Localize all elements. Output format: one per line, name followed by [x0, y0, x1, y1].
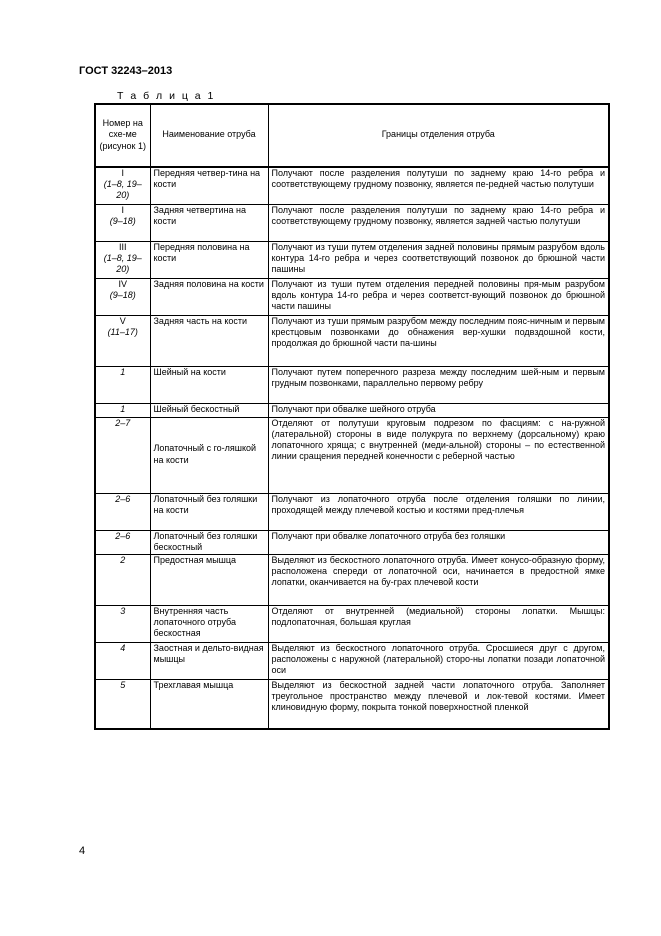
cell-bounds: Выделяют из бескостного лопаточного отруба. Имеет конусо-образную форму, расположена спереди от лопаточной оси, начинается в предостной ямке лопатки, оканчивается на бу-грах плечевой кости	[268, 554, 609, 605]
cut-number: 1	[120, 366, 126, 377]
cell-number	[95, 642, 150, 679]
figure-ref: (1–8, 19–20)	[103, 252, 142, 274]
cell-cut-name: Шейный на кости	[150, 366, 268, 403]
figure-ref: (9–18)	[109, 289, 136, 300]
table-row	[95, 366, 609, 403]
cell-number	[95, 366, 150, 403]
cut-number: 1	[120, 403, 126, 414]
cell-bounds: Получают путем поперечного разреза между последним шей-ным и первым грудным позвонками, параллельно первому ребру	[268, 366, 609, 403]
figure-ref: (1–8, 19–20)	[103, 179, 142, 201]
cut-number: 5	[120, 679, 126, 690]
cell-bounds: Отделяют от полутуши круговым подрезом по фасциям: с на-ружной (латеральной) стороны в виде полукруга по верхнему (дорсальному) краю лопаточного хряща; с внутренней (меди-альной) стороны – по естественной линии сращения передней конечности с реберной частью	[268, 417, 609, 493]
cut-number: I	[121, 168, 124, 178]
cell-number	[95, 493, 150, 530]
cell-bounds: Получают при обвалке шейного отруба	[268, 403, 609, 417]
cell-bounds: Получают из лопаточного отруба после отделения голяшки по линии, проходящей между плечевой костью и костями пред-плечья	[268, 493, 609, 530]
cell-number	[95, 167, 150, 204]
document-code: ГОСТ 32243–2013	[79, 65, 173, 77]
cell-bounds: Отделяют от внутренней (медиальной) стороны лопатки. Мышцы: подлопаточная, большая круглая	[268, 605, 609, 642]
table-row	[95, 530, 609, 554]
cell-bounds: Получают после разделения полутуши по заднему краю 14-го ребра и соответствующему грудному позвонку, является пе-редней частью полутуши	[268, 167, 609, 204]
cell-cut-name: Лопаточный без голяшки на кости	[150, 493, 268, 530]
figure-ref: (11–17)	[107, 326, 138, 337]
cell-bounds: Получают после разделения полутуши по заднему краю 14-го ребра и соответствующему грудному позвонку, является задней частью полутуши	[268, 204, 609, 241]
cut-number: I	[121, 204, 124, 215]
table-row	[95, 554, 609, 605]
cut-number: 2–7	[115, 417, 131, 428]
page-number: 4	[79, 845, 86, 857]
cut-number: V	[119, 315, 126, 326]
cell-cut-name: Передняя половина на кости	[150, 241, 268, 278]
table-row	[95, 204, 609, 241]
cell-cut-name: Трехглавая мышца	[150, 679, 268, 729]
cell-cut-name: Предостная мышца	[150, 554, 268, 605]
cut-number: 2–6	[115, 493, 131, 504]
cell-bounds: Выделяют из бескостного лопаточного отруба. Сросшиеся друг с другом, расположены с наружной (латеральной) сторо-ны лопатки позади лопаточной оси	[268, 642, 609, 679]
cut-number: 2–6	[115, 530, 131, 541]
cell-number	[95, 530, 150, 554]
cell-number	[95, 417, 150, 493]
table-row	[95, 167, 609, 204]
cut-number: IV	[118, 278, 127, 289]
cuts-table	[94, 103, 610, 730]
cell-number	[95, 679, 150, 729]
cell-cut-name: Задняя четвертина на кости	[150, 204, 268, 241]
cell-cut-name: Шейный бескостный	[150, 403, 268, 417]
cell-number	[95, 315, 150, 366]
cell-number	[95, 241, 150, 278]
table-row	[95, 417, 609, 493]
cell-number	[95, 605, 150, 642]
column-header-bounds: Границы отделения отруба	[268, 104, 609, 167]
cut-number: III	[118, 241, 127, 252]
table-row	[95, 241, 609, 278]
cell-bounds: Выделяют из бескостной задней части лопаточного отруба. Заполняет треугольное пространство между плечевой и лок-тевой костями. Имеет клиновидную форму, покрыта тонкой поверхностной пленкой	[268, 679, 609, 729]
figure-ref: (9–18)	[109, 215, 136, 226]
cell-cut-name: Задняя половина на кости	[150, 278, 268, 315]
table-row	[95, 403, 609, 417]
table-row	[95, 315, 609, 366]
cell-cut-name: Лопаточный с го-ляшкой на кости	[150, 417, 268, 493]
cell-number	[95, 278, 150, 315]
table-row	[95, 679, 609, 729]
cell-bounds: Получают из туши путем отделения задней половины прямым разрубом вдоль контура 14-го ребра и через соответствующий позвонок до брюшной части пашины	[268, 241, 609, 278]
table-row	[95, 642, 609, 679]
cut-number: 3	[120, 605, 126, 616]
cell-cut-name: Задняя часть на кости	[150, 315, 268, 366]
column-header-name: Наименование отруба	[150, 104, 268, 167]
cell-cut-name: Передняя четвер-тина на кости	[150, 167, 268, 204]
table-row	[95, 605, 609, 642]
cell-number	[95, 204, 150, 241]
cut-number: 2	[120, 554, 126, 565]
cell-bounds: Получают из туши прямым разрубом между последним пояс-ничным и первым крестцовым позвонками до обнажения вер-хушки подвздошной кости, продолжая до брюшной части па-шины	[268, 315, 609, 366]
cell-cut-name: Внутренняя часть лопаточного отруба бескостная	[150, 605, 268, 642]
cell-cut-name: Заостная и дельто-видная мышцы	[150, 642, 268, 679]
table-caption: Т а б л и ц а 1	[117, 90, 216, 102]
cell-number	[95, 403, 150, 417]
table-row	[95, 493, 609, 530]
column-header-number: Номер на схе-ме (рисунок 1)	[95, 104, 150, 167]
cut-number: 4	[120, 642, 126, 653]
table-row	[95, 278, 609, 315]
cell-number	[95, 554, 150, 605]
cell-bounds: Получают из туши путем отделения передней половины пря-мым разрубом вдоль контура 14-го ребра и через соответст-вующий позвонок до брюшной части пашины	[268, 278, 609, 315]
cell-cut-name: Лопаточный без голяшки бескостный	[150, 530, 268, 554]
cell-bounds: Получают при обвалке лопаточного отруба без голяшки	[268, 530, 609, 554]
